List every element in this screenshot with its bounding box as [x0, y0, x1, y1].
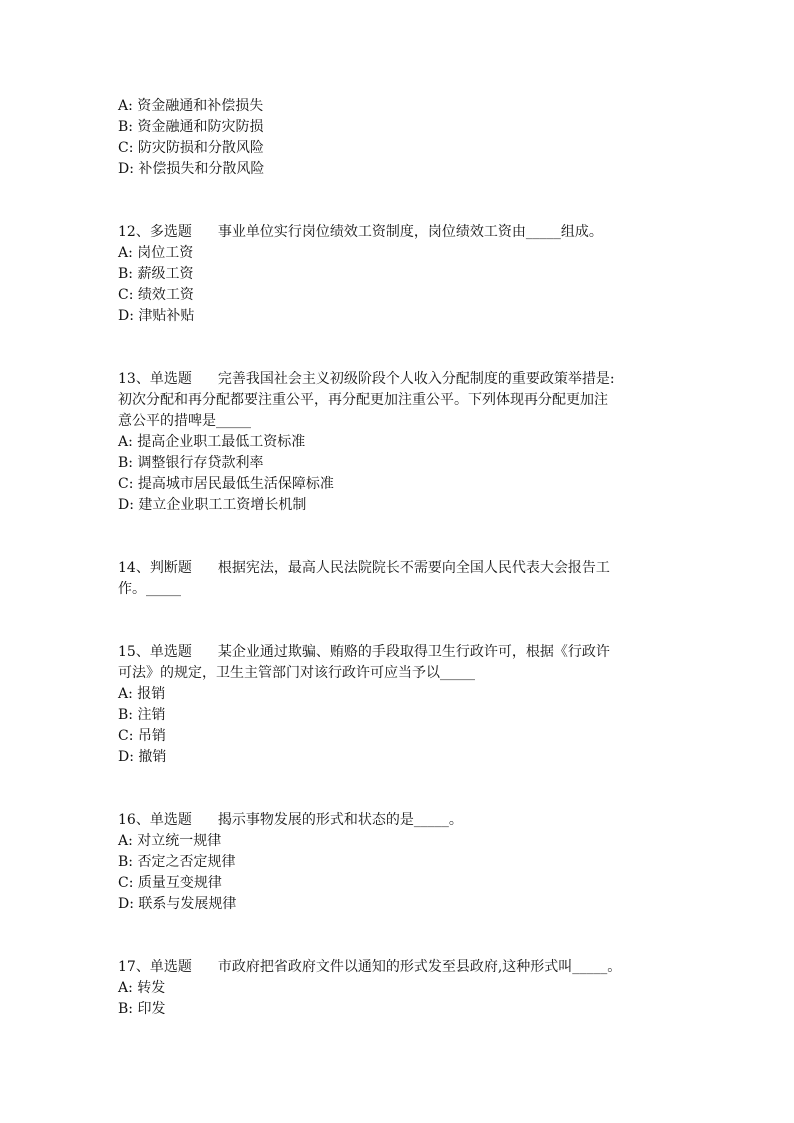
question-header	[118, 369, 688, 390]
question-stem: 揭示事物发展的形式和状态的是_____。	[217, 812, 463, 828]
question-header	[118, 558, 688, 579]
option-a: A: 提高企业职工最低工资标准	[118, 434, 306, 450]
question-type: 16、单选题	[118, 812, 192, 828]
question-header	[118, 957, 688, 978]
option-c: C: 提高城市居民最低生活保障标准	[118, 476, 334, 492]
option-d: D: 建立企业职工工资增长机制	[118, 497, 307, 513]
option-d: D: 津贴补贴	[118, 308, 195, 324]
option-b: B: 否定之否定规律	[118, 854, 236, 870]
question-type: 15、单选题	[118, 644, 192, 660]
question-header	[118, 810, 688, 831]
option-a: A: 报销	[118, 686, 166, 702]
option-b: B: 印发	[118, 1001, 166, 1017]
question-type: 13、单选题	[118, 371, 192, 387]
question-type: 17、单选题	[118, 959, 192, 975]
option-d: D: 补偿损失和分散风险	[118, 161, 265, 177]
option-c: C: 质量互变规律	[118, 875, 222, 891]
option-b: B: 调整银行存贷款利率	[118, 455, 264, 471]
question-11	[118, 96, 688, 180]
question-stem-line-2: 可法》的规定，卫生主管部门对该行政许可应当予以_____	[118, 665, 475, 681]
question-type: 14、判断题	[118, 560, 192, 576]
question-stem-line-2: 初次分配和再分配都要注重公平，再分配更加注重公平。下列体现再分配更加注	[118, 392, 608, 408]
option-b: B: 注销	[118, 707, 166, 723]
option-a: A: 对立统一规律	[118, 833, 222, 849]
option-d: D: 撤销	[118, 749, 167, 765]
question-15	[118, 642, 688, 768]
option-d: D: 联系与发展规律	[118, 896, 237, 912]
question-stem-line-1: 某企业通过欺骗、贿赂的手段取得卫生行政许可，根据《行政许	[217, 644, 610, 660]
question-header	[118, 642, 688, 663]
option-b: B: 薪级工资	[118, 266, 194, 282]
question-type: 12、多选题	[118, 224, 192, 240]
option-c: C: 吊销	[118, 728, 166, 744]
question-16	[118, 810, 688, 915]
question-14	[118, 558, 688, 600]
option-a: A: 岗位工资	[118, 245, 194, 261]
question-header	[118, 222, 688, 243]
option-c: C: 绩效工资	[118, 287, 194, 303]
question-stem-line-3: 意公平的措啤是_____	[118, 413, 251, 429]
question-12	[118, 222, 688, 327]
question-17	[118, 957, 688, 1020]
option-a: A: 转发	[118, 980, 166, 996]
question-13	[118, 369, 688, 516]
question-stem-line-1: 完善我国社会主义初级阶段个人收入分配制度的重要政策举措是:	[217, 371, 615, 387]
question-stem-line-1: 根据宪法，最高人民法院院长不需要向全国人民代表大会报告工	[217, 560, 610, 576]
option-a: A: 资金融通和补偿损失	[118, 98, 264, 114]
question-stem: 市政府把省政府文件以通知的形式发至县政府,这种形式叫_____。	[217, 959, 622, 975]
question-stem: 事业单位实行岗位绩效工资制度，岗位绩效工资由_____组成。	[217, 224, 603, 240]
question-stem-line-2: 作。_____	[118, 581, 181, 597]
document-page	[118, 96, 688, 1020]
option-b: B: 资金融通和防灾防损	[118, 119, 264, 135]
option-c: C: 防灾防损和分散风险	[118, 140, 264, 156]
